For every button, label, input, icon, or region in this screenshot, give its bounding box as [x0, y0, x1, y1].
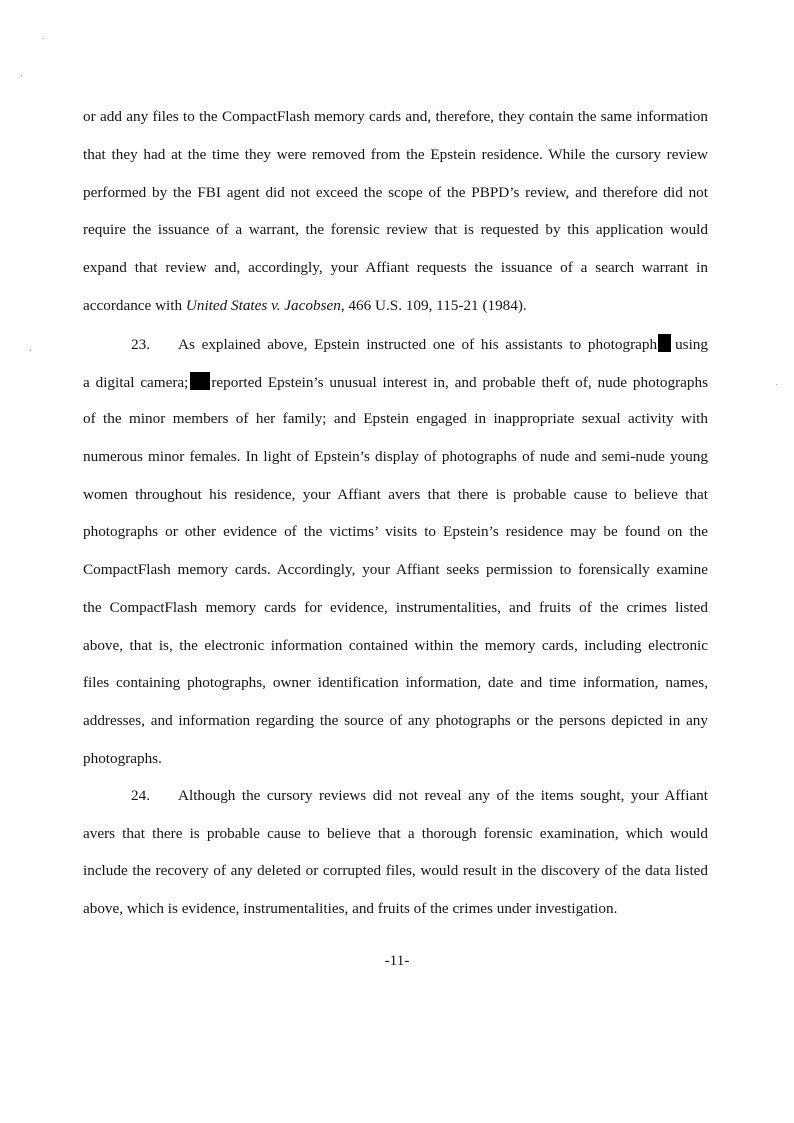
- text-line: photographs.: [83, 750, 162, 767]
- text-line: include the recovery of any deleted or corrupted files, would result in the discovery of the data listed: [83, 862, 708, 879]
- text-line: CompactFlash memory cards. Accordingly, your Affiant seeks permission to forensically examine: [83, 561, 708, 578]
- text-line: files containing photographs, owner identification information, date and time information, names,: [83, 674, 708, 691]
- text-line: addresses, and information regarding the source of any photographs or the persons depicted in any: [83, 712, 708, 729]
- text-span: reported Epstein’s unusual interest in, and probable theft of, nude photographs: [211, 374, 708, 391]
- paragraph-23-first-line: [131, 334, 708, 355]
- text-line: or add any files to the CompactFlash memory cards and, therefore, they contain the same information: [83, 108, 708, 125]
- text-span: using: [675, 336, 708, 353]
- text-line: that they had at the time they were removed from the Epstein residence. While the cursory review: [83, 146, 708, 163]
- text-line: women throughout his residence, your Affiant avers that there is probable cause to believe that: [83, 486, 708, 503]
- text-span: Although the cursory reviews did not reveal any of the items sought, your Affiant: [178, 787, 708, 804]
- text-span: accordance with: [83, 297, 186, 314]
- text-line: [83, 372, 708, 393]
- redaction-box: [190, 372, 210, 390]
- text-line: require the issuance of a warrant, the forensic review that is requested by this application would: [83, 221, 708, 238]
- text-span: As explained above, Epstein instructed one of his assistants to photograph: [178, 336, 658, 353]
- redaction-box: [658, 334, 671, 352]
- scan-speck: [776, 384, 777, 385]
- text-line: above, that is, the electronic information contained within the memory cards, including electronic: [83, 637, 708, 654]
- text-line: avers that there is probable cause to believe that a thorough forensic examination, which would: [83, 825, 708, 842]
- paragraph-number: 23.: [131, 336, 150, 353]
- scan-speck: [21, 75, 22, 76]
- paragraph-24-first-line: [131, 786, 708, 806]
- text-line: numerous minor females. In light of Epstein’s display of photographs of nude and semi-nude young: [83, 448, 708, 465]
- paragraph-number: 24.: [131, 787, 150, 804]
- scan-speck: [30, 350, 31, 351]
- page-number: -11-: [384, 952, 410, 969]
- text-span: , 466 U.S. 109, 115-21 (1984).: [340, 297, 527, 314]
- text-line: photographs or other evidence of the victims’ visits to Epstein’s residence may be found on the: [83, 523, 708, 540]
- text-line: above, which is evidence, instrumentalities, and fruits of the crimes under investigation.: [83, 900, 618, 917]
- scan-speck: [43, 38, 44, 39]
- text-line: of the minor members of her family; and Epstein engaged in inappropriate sexual activity with: [83, 410, 708, 427]
- text-span: a digital camera;: [83, 374, 189, 391]
- text-line: performed by the FBI agent did not exceed the scope of the PBPD’s review, and therefore did not: [83, 184, 708, 201]
- text-line: [83, 296, 708, 316]
- text-line: expand that review and, accordingly, your Affiant requests the issuance of a search warrant in: [83, 259, 708, 276]
- text-line: the CompactFlash memory cards for evidence, instrumentalities, and fruits of the crimes listed: [83, 599, 708, 616]
- case-citation: United States v. Jacobsen: [185, 297, 341, 314]
